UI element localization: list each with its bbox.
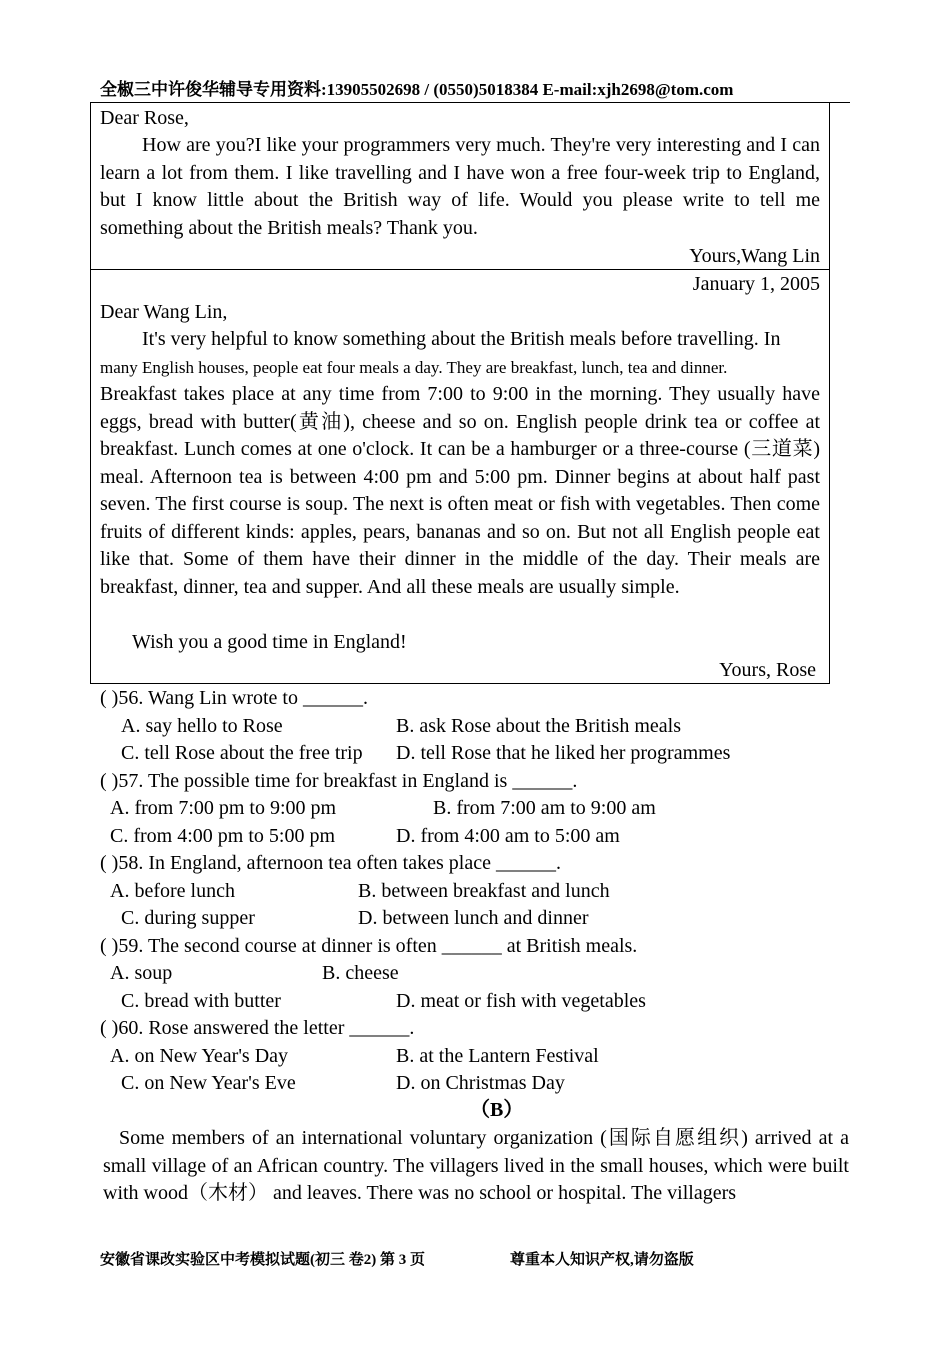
- letter2-greeting: Dear Wang Lin,: [100, 301, 228, 323]
- letter2-wish: Wish you a good time in England!: [132, 631, 407, 653]
- question-58-option-d: D. between lunch and dinner: [358, 907, 589, 929]
- question-57-option-a: A. from 7:00 pm to 9:00 pm: [110, 797, 337, 819]
- letter2-line2: many English houses, people eat four meals a day. They are breakfast, lunch, tea and dinner.: [100, 358, 728, 377]
- question-60-option-c: C. on New Year's Eve: [121, 1072, 296, 1094]
- question-60-option-b: B. at the Lantern Festival: [396, 1045, 599, 1067]
- question-58-option-a: A. before lunch: [110, 880, 235, 902]
- footer-left: 安徽省课改实验区中考模拟试题(初三 卷2) 第 3 页: [100, 1252, 425, 1268]
- letter1-sign: Yours,Wang Lin: [689, 245, 820, 267]
- question-60-option-a: A. on New Year's Day: [110, 1045, 289, 1067]
- question-60-option-d: D. on Christmas Day: [396, 1072, 565, 1094]
- letter2-sign: Yours, Rose: [719, 659, 816, 681]
- question-59-option-b: B. cheese: [322, 962, 399, 984]
- question-58-option-c: C. during supper: [121, 907, 255, 929]
- letter2-body: Breakfast takes place at any time from 7:00 to 9:00 in the morning. They usually have eggs, bread with butter(黄油), cheese and so on. English people drink tea or coffee at breakfast. Lunch comes at one o'clock. It can be a hamburger or a three-course (三道菜) meal. Afternoon tea is between 4:00 pm and 5:00 pm. Dinner begins at about half past seven. The first course is soup. The next is often meat or fish with vegetables. Then come fruits of different kinds: apples, pears, bananas and so on. But not all English people eat like that. Some of them have their dinner in the middle of the day. Their meals are breakfast, dinner, tea and supper. And all these meals are usually simple.: [100, 383, 820, 598]
- footer-right: 尊重本人知识产权,请勿盗版: [510, 1252, 694, 1268]
- letter1-body: How are you?I like your programmers very much. They're very interesting and I can learn a lot from them. I like travelling and I have won a free four-week trip to England, but I know little about the British way of life. Would you please write to tell me something about the British meals? Thank you.: [100, 134, 820, 239]
- letter1-greeting: Dear Rose,: [100, 107, 189, 129]
- question-59-option-d: D. meat or fish with vegetables: [396, 990, 646, 1012]
- question-57-option-d: D. from 4:00 am to 5:00 am: [396, 825, 620, 847]
- question-59-option-a: A. soup: [110, 962, 173, 984]
- question-56-option-b: B. ask Rose about the British meals: [396, 715, 681, 737]
- question-56-option-a: A. say hello to Rose: [121, 715, 283, 737]
- question-56-option-c: C. tell Rose about the free trip: [121, 742, 363, 764]
- question-57-option-c: C. from 4:00 pm to 5:00 pm: [110, 825, 335, 847]
- question-56-option-d: D. tell Rose that he liked her programmes: [396, 742, 731, 764]
- question-60-stem: ( )60. Rose answered the letter ______.: [100, 1017, 415, 1039]
- letter2-line1: It's very helpful to know something about the British meals before travelling. In: [142, 328, 781, 350]
- section-b-text: Some members of an international voluntary organization (国际自愿组织) arrived at a small village of an African country. The villagers lived in the small houses, which were built with wood（木材） and leaves. There was no school or hospital. The villagers: [103, 1127, 849, 1204]
- question-57-stem: ( )57. The possible time for breakfast in England is ______.: [100, 770, 578, 792]
- question-57-option-b: B. from 7:00 am to 9:00 am: [433, 797, 656, 819]
- question-56-stem: ( )56. Wang Lin wrote to ______.: [100, 687, 368, 709]
- letter2-date: January 1, 2005: [692, 273, 820, 295]
- question-59-stem: ( )59. The second course at dinner is often ______ at British meals.: [100, 935, 638, 957]
- question-58-option-b: B. between breakfast and lunch: [358, 880, 610, 902]
- question-59-option-c: C. bread with butter: [121, 990, 281, 1012]
- section-b-title: （B）: [470, 1099, 524, 1121]
- page-header: 全椒三中许俊华辅导专用资料:13905502698 / (0550)5018384 E-mail:xjh2698@tom.com: [100, 75, 850, 103]
- question-58-stem: ( )58. In England, afternoon tea often takes place ______.: [100, 852, 561, 874]
